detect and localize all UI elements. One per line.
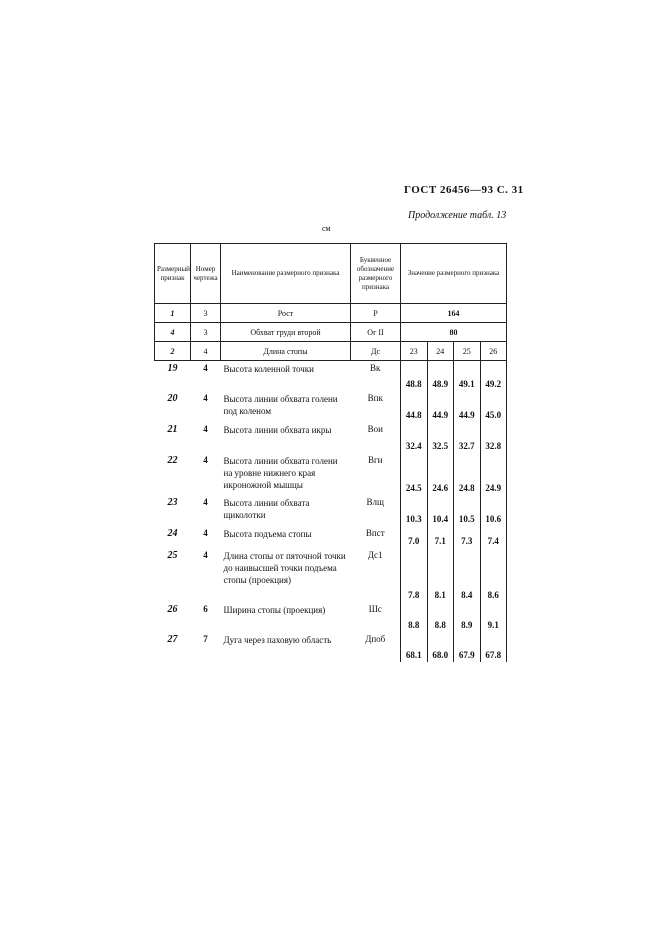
table-row-value: 7.8 — [401, 548, 428, 602]
table-row-value: 44.9 — [454, 391, 481, 422]
row-foot-no: 2 — [155, 342, 191, 361]
table-row-value: 24.9 — [480, 453, 507, 495]
row-foot-name: Длина стопы — [221, 342, 351, 361]
row-height-drawing: 3 — [191, 304, 221, 323]
document-reference: ГОСТ 26456—93 С. 31 — [404, 184, 524, 196]
data-rows — [155, 361, 507, 662]
table-row-value: 44.8 — [401, 391, 428, 422]
table-row — [155, 526, 507, 548]
row-height-abbr: Р — [351, 304, 401, 323]
table-row-value: 7.1 — [427, 526, 454, 548]
row-height-value: 164 — [401, 304, 507, 323]
table-row-value: 10.6 — [480, 495, 507, 526]
table-row-value: 49.1 — [454, 361, 481, 391]
table-row-abbr: Влщ — [366, 496, 384, 507]
row-height-no: 1 — [155, 304, 191, 323]
table-row-abbr: Дс1 — [367, 549, 383, 560]
header-name: Наименование размерного признака — [221, 244, 351, 304]
table-row-value: 48.9 — [427, 361, 454, 391]
table-row — [155, 602, 507, 632]
table-continuation-label: Продолжение табл. 13 — [408, 210, 507, 221]
row-height-name: Рост — [221, 304, 351, 323]
table-row-value: 7.3 — [454, 526, 481, 548]
table-row-value: 32.5 — [427, 422, 454, 453]
table-row-value: 10.3 — [401, 495, 428, 526]
table-row-value: 10.4 — [427, 495, 454, 526]
table-row-name: Ширина стопы (проекция) — [223, 604, 326, 615]
row-chest-name: Обхват груди второй — [221, 323, 351, 342]
table-row-no: 21 — [167, 423, 178, 435]
table-row-value: 32.7 — [454, 422, 481, 453]
table-row — [155, 495, 507, 526]
table-row-name: Высота линии обхвата голени на уровне нижнего края икроножной мышцы — [223, 455, 338, 490]
table-row-value: 24.5 — [401, 453, 428, 495]
table-row-name: Высота линии обхвата голени под коленом — [223, 393, 338, 416]
row-chest-no: 4 — [155, 323, 191, 342]
table-row-drawing: 4 — [203, 496, 208, 507]
row-foot-length — [155, 342, 507, 361]
table-row-no: 25 — [167, 549, 178, 561]
header-abbr: Буквенное обозначение размерного признака — [351, 244, 401, 304]
table-row-value: 68.0 — [427, 632, 454, 662]
table-row-name: Длина стопы от пяточной точки до наивысшей точки подъема стопы (проекция) — [223, 550, 346, 585]
table-row-abbr: Вк — [370, 363, 381, 373]
table-row-abbr: Шс — [368, 603, 382, 614]
table-row-value: 48.8 — [401, 361, 428, 391]
row-foot-value: 26 — [480, 342, 507, 361]
table-row-drawing: 4 — [203, 527, 208, 538]
table-row — [155, 453, 507, 495]
table-row-value: 67.8 — [480, 632, 507, 662]
table-row-abbr: Вги — [367, 454, 383, 465]
table-row-no: 20 — [167, 392, 178, 404]
table-row-value: 8.1 — [427, 548, 454, 602]
row-foot-drawing: 4 — [191, 342, 221, 361]
table-row-abbr: Впст — [365, 527, 385, 538]
table-row-drawing: 4 — [203, 423, 208, 434]
row-foot-abbr: Дс — [351, 342, 401, 361]
table-row-value: 24.8 — [454, 453, 481, 495]
row-foot-value: 25 — [454, 342, 481, 361]
row-chest-value: 80 — [401, 323, 507, 342]
row-foot-value: 23 — [401, 342, 428, 361]
table-row-name: Высота коленной точки — [223, 364, 314, 374]
table-row-name: Дуга через паховую область — [223, 634, 332, 645]
table-row-value: 8.6 — [480, 548, 507, 602]
table-row-abbr: Дпоб — [365, 633, 386, 644]
table-row-value: 8.8 — [401, 602, 428, 632]
table-row-drawing: 4 — [203, 363, 208, 373]
table-row-value: 9.1 — [480, 602, 507, 632]
table-row-name: Высота линии обхвата икры — [223, 424, 332, 435]
table-row-value: 32.4 — [401, 422, 428, 453]
table-row-value: 8.8 — [427, 602, 454, 632]
unit-label: см — [322, 224, 331, 233]
table-row-drawing: 4 — [203, 549, 208, 560]
table-row-name: Высота линии обхвата щиколотки — [223, 497, 310, 520]
table-row — [155, 361, 507, 391]
table-row-abbr: Впк — [367, 392, 383, 403]
table-row — [155, 548, 507, 602]
row-chest — [155, 323, 507, 342]
header-value: Значение размерного признака — [401, 244, 507, 304]
table-row — [155, 422, 507, 453]
table-row-value: 8.4 — [454, 548, 481, 602]
table-row-no: 23 — [167, 496, 178, 508]
table-row-no: 22 — [167, 454, 178, 466]
header-drawing-no: Номер чертежа — [191, 244, 221, 304]
row-chest-abbr: Ог II — [351, 323, 401, 342]
table-row-drawing: 4 — [203, 454, 208, 465]
table-row — [155, 391, 507, 422]
table-row — [155, 632, 507, 662]
table-row-value: 44.9 — [427, 391, 454, 422]
table-row-drawing: 7 — [203, 633, 208, 644]
table-row-name: Высота подъема стопы — [223, 528, 312, 539]
table-row-value: 10.5 — [454, 495, 481, 526]
table-row-no: 26 — [167, 603, 178, 615]
table-row-no: 19 — [167, 363, 178, 374]
table-row-value: 7.4 — [480, 526, 507, 548]
table-row-no: 27 — [167, 633, 178, 645]
table-row-value: 49.2 — [480, 361, 507, 391]
row-foot-value: 24 — [427, 342, 454, 361]
row-height — [155, 304, 507, 323]
table-row-value: 8.9 — [454, 602, 481, 632]
table-row-drawing: 4 — [203, 392, 208, 403]
row-chest-drawing: 3 — [191, 323, 221, 342]
table-row-abbr: Вои — [367, 423, 383, 434]
table-row-value: 32.8 — [480, 422, 507, 453]
table-row-value: 24.6 — [427, 453, 454, 495]
table-row-value: 67.9 — [454, 632, 481, 662]
table-row-drawing: 6 — [203, 603, 208, 614]
table-row-value: 7.0 — [401, 526, 428, 548]
header-size-no: Размерный признак — [155, 244, 191, 304]
measurements-table — [154, 243, 507, 662]
table-row-value: 68.1 — [401, 632, 428, 662]
table-row-value: 45.0 — [480, 391, 507, 422]
table-row-no: 24 — [167, 527, 178, 539]
